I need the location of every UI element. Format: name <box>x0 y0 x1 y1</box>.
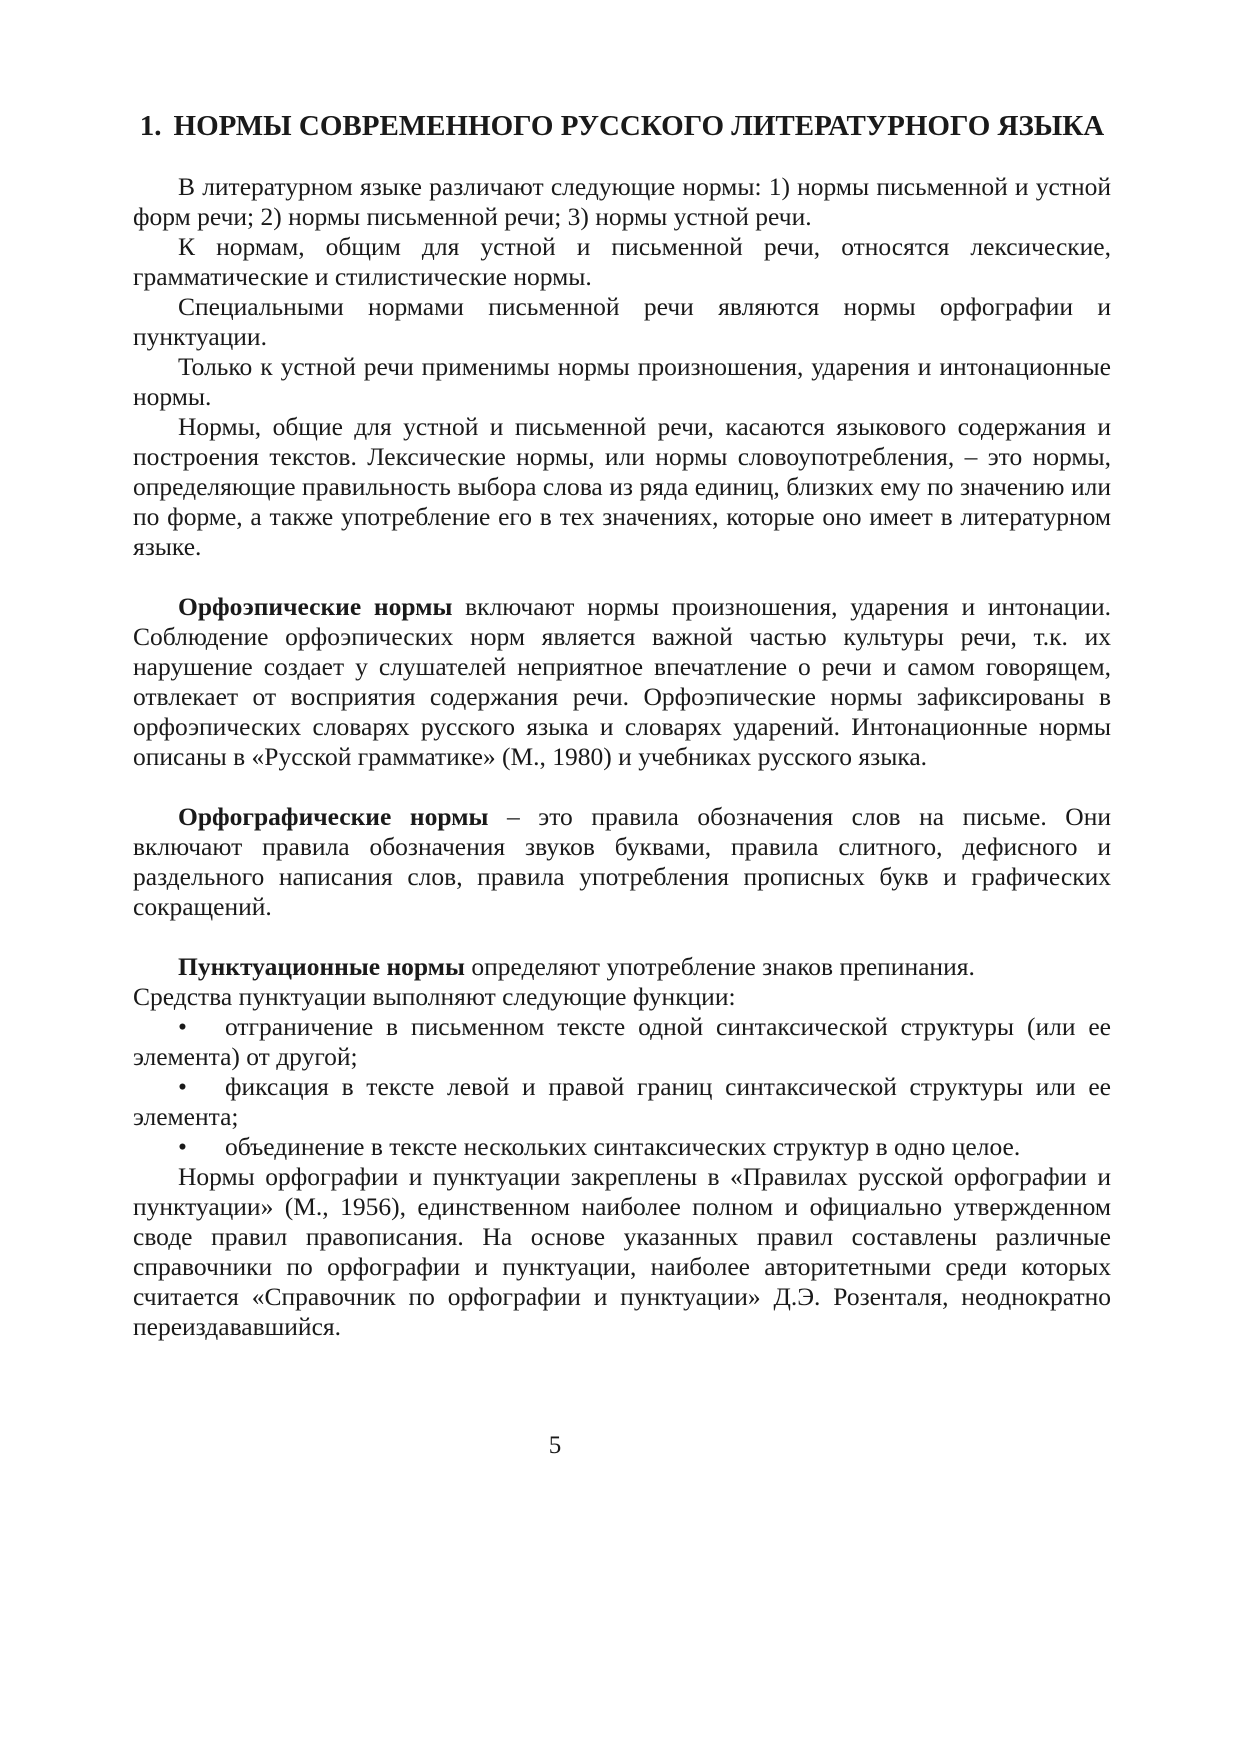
section-title-text: НОРМЫ СОВРЕМЕННОГО РУССКОГО ЛИТЕРАТУРНОГО ЯЗЫКА <box>173 110 1105 142</box>
term-spelling: Орфографические нормы <box>178 802 489 831</box>
spelling-text: – это правила обозначения слов на письме. Они включают правила обозначения звуков буквами, правила слитного, дефисного и раздельного написания слов, правила употребления прописных букв и графических сокращений. <box>133 802 1111 921</box>
bullet-icon: • <box>178 1072 187 1101</box>
paragraph: Средства пунктуации выполняют следующие функции: <box>133 982 736 1011</box>
paragraph: Только к устной речи применимы нормы произношения, ударения и интонационные нормы. <box>133 352 1111 411</box>
paragraph: Нормы орфографии и пунктуации закреплены в «Правилах русской орфографии и пунктуации» (М., 1956), единственном наиболее полном и официально утвержденном своде правил правописания. На основе указанных правил составлены различные справочники по орфографии и пунктуации, наиболее авторитетными среди которых считается «Справочник по орфографии и пунктуации» Д.Э. Розенталя, неоднократно переиздававшийся. <box>133 1162 1111 1341</box>
punctuation-text: определяют употребление знаков препинания. <box>464 952 975 981</box>
paragraph: К нормам, общим для устной и письменной речи, относятся лексические, грамматические и стилистические нормы. <box>133 232 1111 291</box>
orthoepic-paragraph <box>133 592 1111 772</box>
orthoepic-text: включают нормы произношения, ударения и интонации. Соблюдение орфоэпических норм является важной частью культуры речи, т.к. их нарушение создает у слушателей неприятное впечатление о речи и самом говорящем, отвлекает от восприятия содержания речи. Орфоэпические нормы зафиксированы в орфоэпических словарях русского языка и словарях ударений. Интонационные нормы описаны в «Русской грамматике» (М., 1980) и учебниках русского языка. <box>133 592 1111 771</box>
section-number: 1. <box>139 110 162 142</box>
spelling-paragraph <box>133 802 1111 922</box>
list-item-text: фиксация в тексте левой и правой границ синтаксической структуры или ее элемента; <box>133 1072 1111 1131</box>
list-item-text: объединение в тексте нескольких синтаксических структур в одно целое. <box>225 1132 1021 1161</box>
list-item-text: отграничение в письменном тексте одной синтаксической структуры (или ее элемента) от другой; <box>133 1012 1111 1071</box>
term-orthoepic: Орфоэпические нормы <box>178 592 453 621</box>
list-item <box>133 1132 1111 1162</box>
page-number: 5 <box>548 1432 562 1459</box>
paragraph: В литературном языке различают следующие нормы: 1) нормы письменной и устной форм речи; 2) нормы письменной речи; 3) нормы устной речи. <box>133 172 1111 231</box>
punctuation-paragraph <box>133 952 1111 982</box>
section-title <box>133 108 1111 144</box>
list-item <box>133 1072 1111 1132</box>
paragraph: Специальными нормами письменной речи являются нормы орфографии и пунктуации. <box>133 292 1111 351</box>
list-item <box>133 1012 1111 1072</box>
document-page <box>133 108 1111 1342</box>
bullet-icon: • <box>178 1012 187 1041</box>
term-punctuation: Пунктуационные нормы <box>178 952 465 981</box>
bullet-icon: • <box>178 1132 187 1161</box>
paragraph: Нормы, общие для устной и письменной речи, касаются языкового содержания и построения текстов. Лексические нормы, или нормы словоупотребления, – это нормы, определяющие правильность выбора слова из ряда единиц, близких ему по значению или по форме, а также употребление его в тех значениях, которые оно имеет в литературном языке. <box>133 412 1111 561</box>
